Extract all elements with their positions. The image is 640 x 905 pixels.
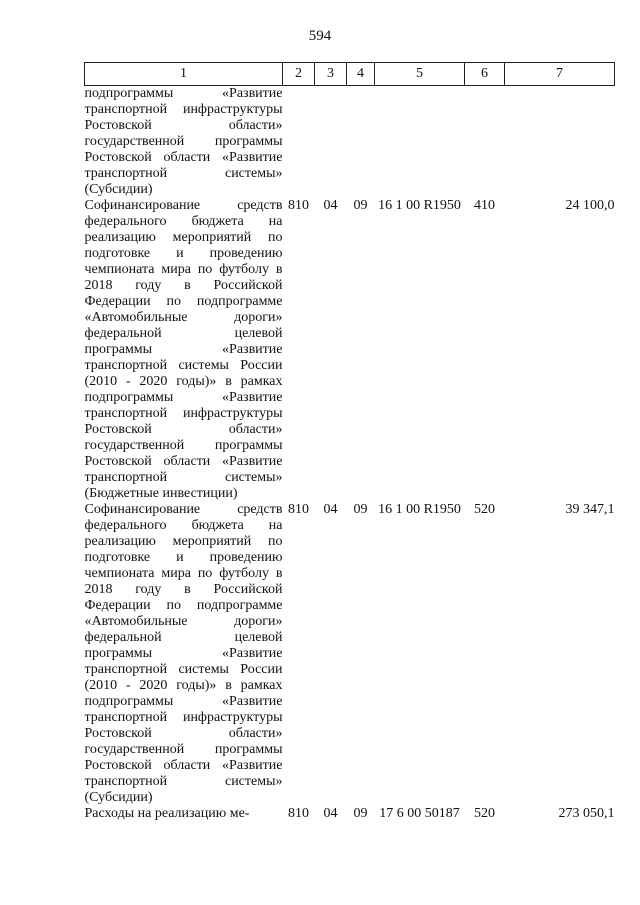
row-description: подпрограммы «Развитие транспортной инфраструктуры Ростовской области» государственной программы Ростовской области «Развитие транспортной системы» (Субсидии) — [84, 86, 283, 197]
row-code-2: 810 — [288, 502, 309, 517]
row-code-6: 520 — [474, 806, 495, 821]
column-header-7: 7 — [505, 63, 615, 86]
table-row — [85, 198, 615, 502]
row-code-5: 16 1 00 R1950 — [378, 198, 461, 213]
row-code-3 — [315, 86, 347, 199]
row-description: Софинансирование средств федерального бюджета на реализацию мероприятий по подготовке и проведению чемпионата мира по футболу в 2018 году в Российской Федерации по подпрограмме «Автомобильные дороги» федеральной целевой программы «Развитие транспортной системы России (2010 - 2020 годы)» в рамках подпрограммы «Развитие транспортной инфраструктуры Ростовской области» государственной программы Ростовской области «Развитие транспортной системы» (Бюджетные инвестиции) — [84, 198, 283, 501]
row-code-2 — [283, 86, 315, 199]
column-header-1: 1 — [85, 63, 283, 86]
row-code-4: 09 — [353, 198, 368, 213]
row-code-5: 17 6 00 50187 — [379, 806, 460, 821]
row-code-2: 810 — [288, 198, 309, 213]
row-code-6 — [465, 86, 505, 199]
budget-table — [84, 62, 615, 822]
row-description: Софинансирование средств федерального бюджета на реализацию мероприятий по подготовке и проведению чемпионата мира по футболу в 2018 году в Российской Федерации по подпрограмме «Автомобильные дороги» федеральной целевой программы «Развитие транспортной системы России (2010 - 2020 годы)» в рамках подпрограммы «Развитие транспортной инфраструктуры Ростовской области» государственной программы Ростовской области «Развитие транспортной системы» (Субсидии) — [84, 502, 283, 805]
header-row — [85, 63, 615, 86]
row-code-3: 04 — [323, 502, 338, 517]
row-code-3: 04 — [323, 198, 338, 213]
table-row — [85, 806, 615, 822]
column-header-2: 2 — [283, 63, 315, 86]
row-description: Расходы на реализацию ме- — [84, 806, 250, 821]
column-header-4: 4 — [347, 63, 375, 86]
row-code-4 — [347, 86, 375, 199]
row-code-4: 09 — [353, 502, 368, 517]
column-header-6: 6 — [465, 63, 505, 86]
table-row — [85, 86, 615, 199]
column-header-3: 3 — [315, 63, 347, 86]
row-amount: 273 050,1 — [558, 806, 615, 821]
row-code-4: 09 — [353, 806, 368, 821]
row-amount: 24 100,0 — [565, 198, 615, 213]
table-row — [85, 502, 615, 806]
row-code-6: 410 — [474, 198, 495, 213]
row-amount — [505, 86, 615, 199]
column-header-5: 5 — [375, 63, 465, 86]
row-code-6: 520 — [474, 502, 495, 517]
row-code-3: 04 — [323, 806, 338, 821]
row-amount: 39 347,1 — [565, 502, 615, 517]
row-code-5: 16 1 00 R1950 — [378, 502, 461, 517]
row-code-5 — [375, 86, 465, 199]
page-number: 594 — [308, 28, 332, 44]
row-code-2: 810 — [288, 806, 309, 821]
